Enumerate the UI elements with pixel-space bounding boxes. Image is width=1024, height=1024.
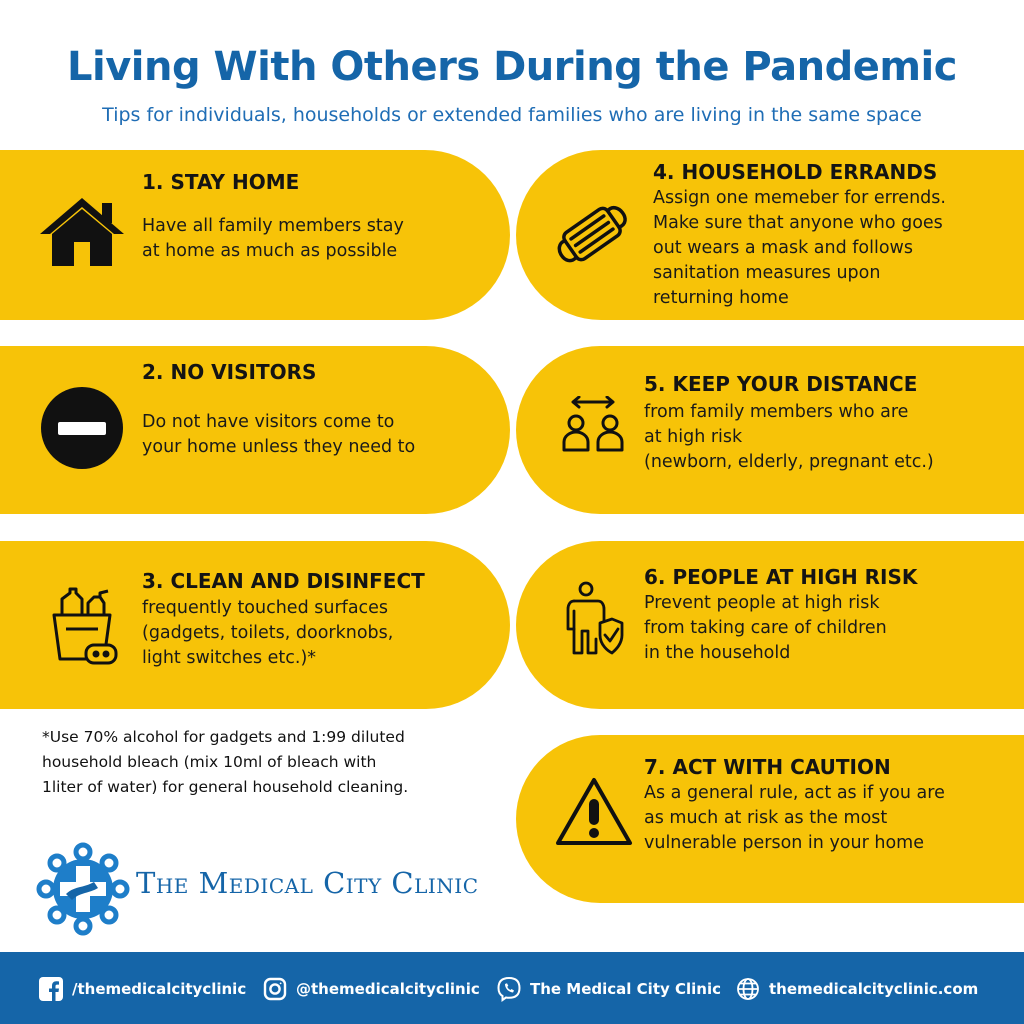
facebook-link[interactable]: /themedicalcityclinic [38, 976, 246, 1002]
tip-body: Prevent people at high risk from taking care of children in the household [644, 593, 887, 663]
instagram-link[interactable]: @themedicalcityclinic [262, 976, 480, 1002]
tip-body: Do not have visitors come to your home unless they need to [142, 412, 416, 457]
tip-body: Have all family members stay at home as much as possible [142, 216, 404, 261]
viber-link[interactable]: The Medical City Clinic [496, 976, 721, 1002]
website-link[interactable]: themedicalcityclinic.com [735, 976, 978, 1002]
tip-card-no-visitors [0, 346, 510, 514]
face-mask-icon [546, 190, 638, 278]
medical-city-logo-icon [36, 842, 130, 941]
tip-title: 4. HOUSEHOLD ERRANDS [653, 160, 938, 184]
page-title: Living With Others During the Pandemic [67, 44, 957, 90]
tip-body: As a general rule, act as if you are as much at risk as the most vulnerable person in your home [644, 783, 945, 853]
tip-card-household-errands [516, 150, 1024, 320]
tip-title: 2. NO VISITORS [142, 360, 317, 384]
footer-bar [0, 952, 1024, 1024]
tip-title: 3. CLEAN AND DISINFECT [142, 569, 425, 593]
tip-card-clean-disinfect [0, 541, 510, 709]
cleaning-supplies-icon [48, 585, 120, 669]
tip-card-act-with-caution [516, 735, 1024, 903]
cleaning-footnote: *Use 70% alcohol for gadgets and 1:99 diluted household bleach (mix 10ml of bleach with 1liter of water) for general household cleaning. [42, 728, 409, 796]
facebook-icon [38, 976, 64, 1002]
tip-title: 6. PEOPLE AT HIGH RISK [644, 565, 918, 589]
tip-body: from family members who are at high risk (newborn, elderly, pregnant etc.) [644, 402, 934, 472]
person-shield-icon [564, 581, 624, 657]
page-subtitle: Tips for individuals, households or extended families who are living in the same space [102, 104, 922, 126]
tip-title: 5. KEEP YOUR DISTANCE [644, 372, 918, 396]
tip-title: 1. STAY HOME [142, 170, 300, 194]
tip-card-keep-distance [516, 346, 1024, 514]
viber-icon [496, 976, 522, 1002]
tip-card-stay-home [0, 150, 510, 320]
tip-card-high-risk [516, 541, 1024, 709]
instagram-icon [262, 976, 288, 1002]
globe-icon [735, 976, 761, 1002]
no-entry-icon [40, 386, 124, 470]
tip-body: Assign one memeber for errends. Make sure that anyone who goes out wears a mask and follows sanitation measures upon returning home [653, 188, 946, 308]
tip-title: 7. ACT WITH CAUTION [644, 755, 891, 779]
warning-icon [554, 775, 634, 849]
social-distance-icon [560, 396, 626, 454]
tip-body: frequently touched surfaces (gadgets, toilets, doorknobs, light switches etc.)* [142, 598, 394, 668]
brand-name: The Medical City Clinic [136, 866, 479, 900]
house-icon [38, 194, 126, 270]
